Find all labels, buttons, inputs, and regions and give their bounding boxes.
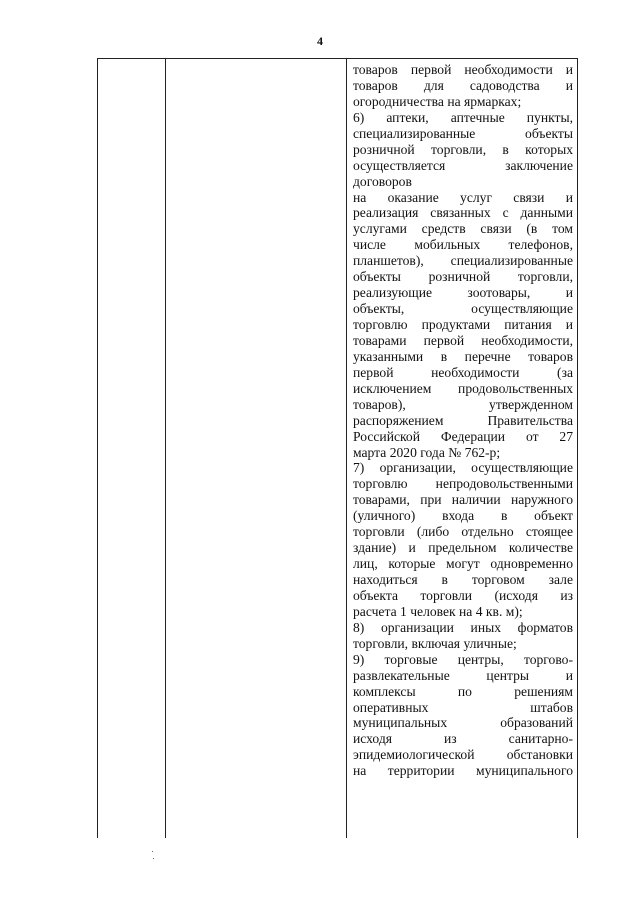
text-line: Российской Федерации от 27: [353, 428, 573, 444]
text-line: здание) и предельном количестве: [353, 540, 573, 556]
text-line: огородничества на ярмарках;: [353, 93, 522, 109]
text-line: находиться в торговом зале: [353, 572, 573, 587]
text-line: торговли, включая уличные;: [353, 635, 517, 651]
page-number: 4: [317, 34, 323, 48]
text-line: комплексы по решениям: [353, 683, 573, 699]
text-line: расчета 1 человек на 4 кв. м);: [353, 603, 523, 619]
text-line: реализация связанных с данными: [353, 205, 573, 221]
text-line: 7) организации, осуществляющие: [353, 460, 573, 476]
text-line: товаров), утвержденном: [353, 396, 573, 412]
text-line: планшетов), специализированные: [353, 253, 573, 269]
text-line: первой необходимости (за: [353, 364, 573, 380]
text-line: на территории муниципального: [353, 763, 573, 779]
document-table: [97, 58, 578, 838]
text-line: распоряжением Правительства: [353, 412, 573, 428]
scan-speck: [153, 858, 154, 859]
table-cell-text: [353, 62, 573, 779]
text-line: развлекательные центры и: [353, 667, 573, 683]
text-line: товарами, при наличии наружного: [353, 492, 573, 508]
text-line: эпидемиологической обстановки: [353, 747, 573, 763]
text-line: товаров первой необходимости и: [353, 62, 573, 77]
text-line: 6) аптеки, аптечные пункты,: [353, 109, 573, 125]
text-line: исключением продовольственных: [353, 380, 573, 396]
text-line: на оказание услуг связи и: [353, 189, 573, 205]
text-line: лиц, которые могут одновременно: [353, 556, 573, 572]
text-line: 8) организации иных форматов: [353, 619, 573, 635]
text-line: специализированные объекты: [353, 125, 573, 141]
text-line: осуществляется заключение: [353, 157, 573, 173]
text-line: услугами средств связи (в том: [353, 221, 573, 237]
text-line: числе мобильных телефонов,: [353, 237, 573, 253]
text-line: торговлю непродовольственными: [353, 476, 573, 492]
text-line: (уличного) входа в объект: [353, 508, 573, 524]
text-line: указанными в перечне товаров: [353, 348, 573, 364]
text-line: реализующие зоотовары, и: [353, 285, 573, 301]
text-line: товарами первой необходимости,: [353, 332, 573, 348]
text-line: товаров для садоводства и: [353, 77, 573, 93]
column-divider-1: [165, 59, 166, 838]
scan-speck: [152, 851, 153, 852]
text-line: оперативных штабов: [353, 699, 573, 715]
text-line: торговли (либо отдельно стоящее: [353, 524, 573, 540]
text-line: муниципальных образований: [353, 715, 573, 731]
text-line: объекты, осуществляющие: [353, 301, 573, 317]
text-line: торговлю продуктами питания и: [353, 317, 573, 332]
text-line: розничной торговли, в которых: [353, 141, 573, 157]
text-line: исходя из санитарно-: [353, 731, 573, 747]
text-line: договоров: [353, 173, 412, 189]
text-line: объекты розничной торговли,: [353, 269, 573, 285]
text-line: объекта торговли (исходя из: [353, 587, 573, 603]
text-line: марта 2020 года № 762-р;: [353, 444, 501, 460]
column-divider-2: [346, 59, 347, 838]
text-line: 9) торговые центры, торгово-: [353, 651, 573, 667]
